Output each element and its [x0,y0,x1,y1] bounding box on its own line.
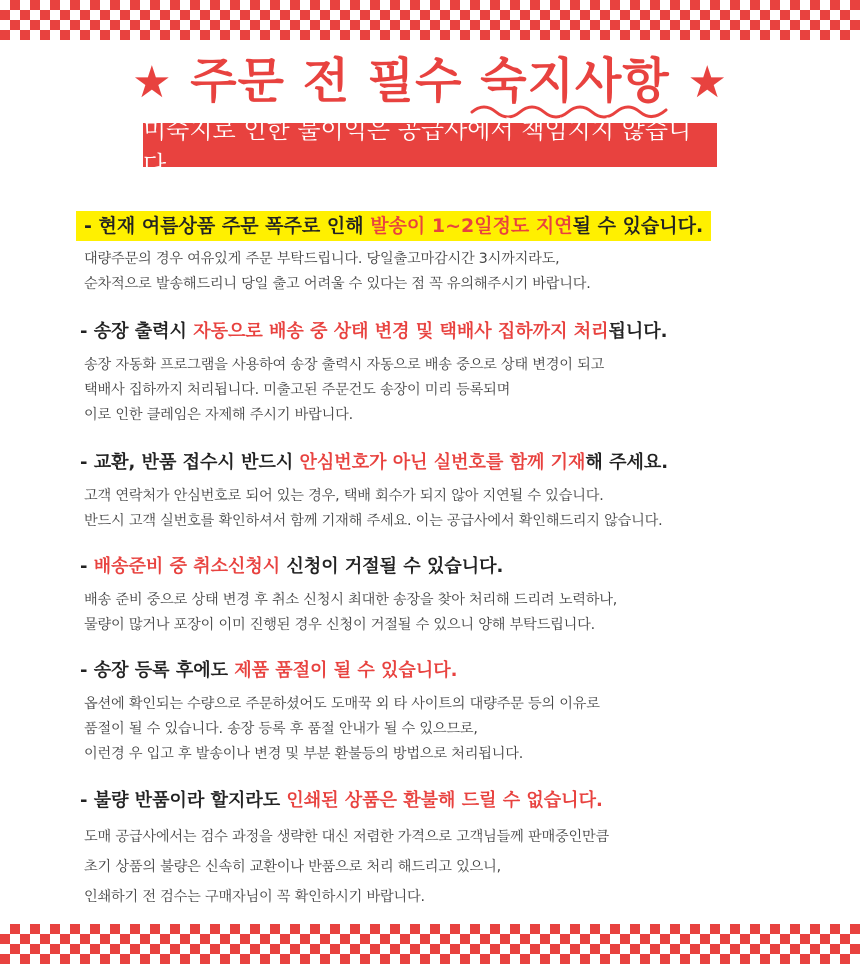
notice-heading: - 불량 반품이라 할지라도 인쇄된 상품은 환불해 드릴 수 없습니다. [80,790,603,811]
notice-item [80,448,804,534]
subtitle-banner: 미숙지로 인한 불이익은 공급사에서 책임지지 않습니다. [143,123,717,167]
checker-border-bottom [0,924,860,964]
page-title [0,42,860,111]
notice-body: 고객 연락처가 안심번호로 되어 있는 경우, 택배 회수가 되지 않아 지연될 수 있습니다. 반드시 고객 실번호를 확인하셔서 함께 기재해 주세요. 이는 공급사에서 확인해드리지 않습니다. [84,488,663,529]
notice-heading: - 송장 등록 후에도 제품 품절이 될 수 있습니다. [80,660,458,681]
notice-heading: - 교환, 반품 접수시 반드시 안심번호가 아닌 실번호를 함께 기재해 주세요. [80,452,669,473]
notice-item [80,786,804,912]
star-icon: ★ [132,57,173,108]
notice-body: 배송 준비 중으로 상태 변경 후 취소 신청시 최대한 송장을 찾아 처리해 드리려 노력하나, 물량이 많거나 포장이 이미 진행된 경우 신청이 거절될 수 있으니 양해 부탁드립니다. [84,592,618,633]
star-icon: ★ [687,57,728,108]
notice-body: 도매 공급사에서는 검수 과정을 생략한 대신 저렴한 가격으로 고객님들께 판매중인만큼 초기 상품의 불량은 신속히 교환이나 반품으로 처리 해드리고 있으니, 인쇄하기 전 검수는 구매자님이 꼭 확인하시기 바랍니다. [84,829,609,905]
notice-heading: - 현재 여름상품 주문 폭주로 인해 발송이 1~2일정도 지연될 수 있습니다. [76,211,711,241]
notice-item [84,211,804,297]
notice-item [80,317,804,428]
notice-body: 대량주문의 경우 여유있게 주문 부탁드립니다. 당일출고마감시간 3시까지라도, 순차적으로 발송해드리니 당일 출고 어려울 수 있다는 점 꼭 유의해주시기 바랍니다. [84,251,591,292]
title-highlight: 숙지사항 [480,53,670,109]
notice-body: 옵션에 확인되는 수량으로 주문하셨어도 도매꾹 외 타 사이트의 대량주문 등의 이유로 품절이 될 수 있습니다. 송장 등록 후 품절 안내가 될 수 있으므로, 이런경 우 입고 후 발송이나 변경 및 부분 환불등의 방법으로 처리됩니다. [84,696,600,762]
notice-body: 송장 자동화 프로그램을 사용하여 송장 출력시 자동으로 배송 중으로 상태 변경이 되고 택배사 집하까지 처리됩니다. 미출고된 주문건도 송장이 미리 등록되며 이로 인한 클레임은 자제해 주시기 바랍니다. [84,357,605,423]
title-main: 주문 전 필수 [190,53,463,109]
notice-item [80,656,804,767]
notice-heading: - 배송준비 중 취소신청시 신청이 거절될 수 있습니다. [80,556,504,577]
checker-border-top [0,0,860,40]
notice-heading: - 송장 출력시 자동으로 배송 중 상태 변경 및 택배사 집하까지 처리됩니다. [80,321,668,342]
notice-item [80,552,804,638]
